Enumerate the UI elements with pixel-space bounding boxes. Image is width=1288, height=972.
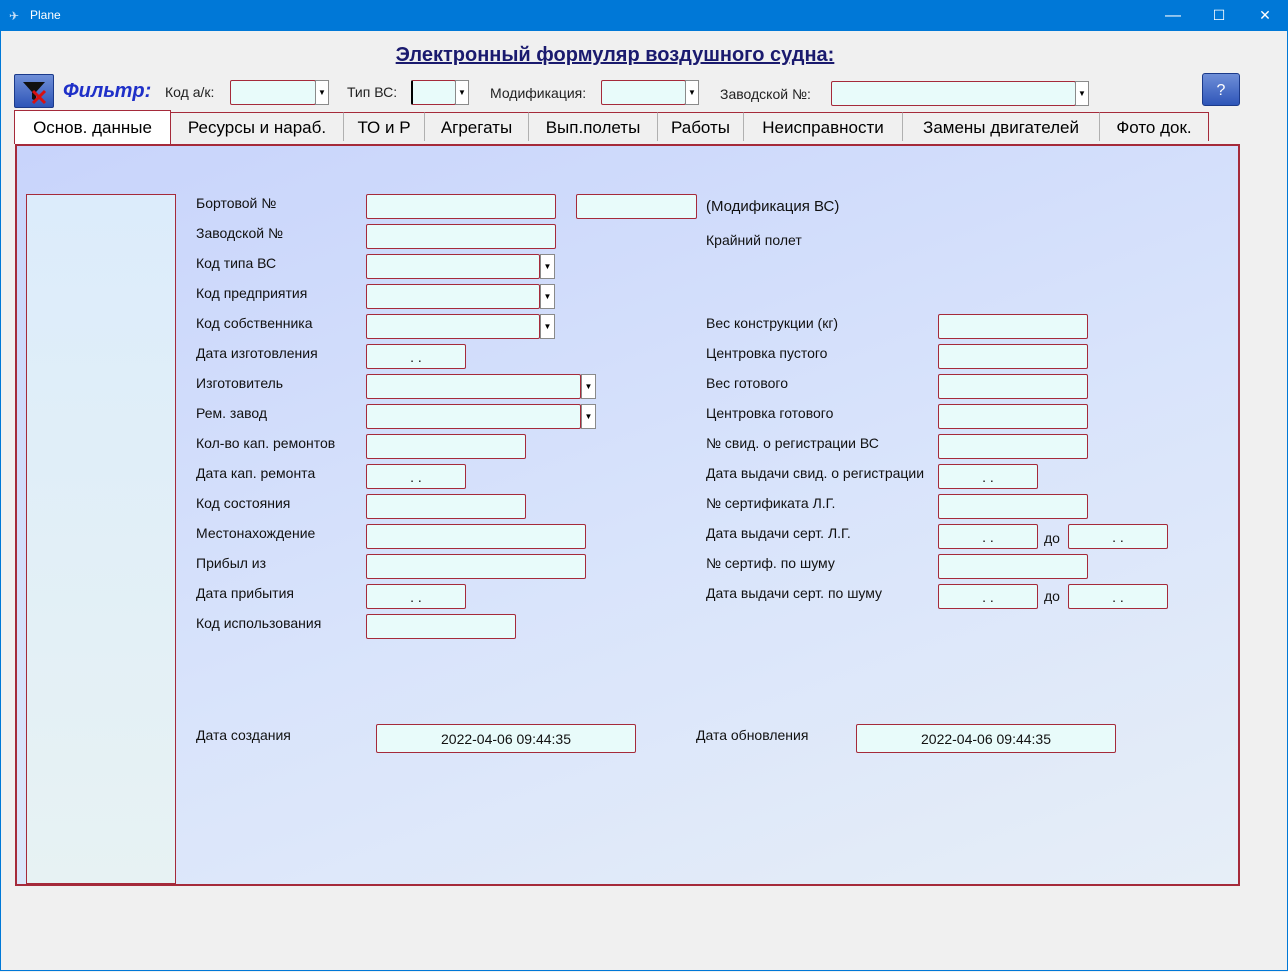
arrived-from-label: Прибыл из — [196, 555, 267, 571]
usage-code-input[interactable] — [366, 614, 516, 639]
type-code-combo[interactable] — [366, 254, 540, 279]
reg-cert-date-input[interactable]: . . — [938, 464, 1038, 489]
tab-engine-replacements[interactable]: Замены двигателей — [903, 112, 1100, 141]
manufacturer-combo[interactable] — [366, 374, 581, 399]
filter-button[interactable] — [14, 74, 54, 108]
repair-plant-combo[interactable] — [366, 404, 581, 429]
empty-cg-input[interactable] — [938, 344, 1088, 369]
modification-combo[interactable] — [601, 80, 686, 105]
filter-clear-icon — [15, 75, 53, 107]
noise-to-label: до — [1044, 588, 1060, 604]
tab-works[interactable]: Работы — [658, 112, 744, 141]
reg-cert-date-label: Дата выдачи свид. о регистрации — [706, 465, 925, 481]
arrived-from-input[interactable] — [366, 554, 586, 579]
modification-caption: (Модификация ВС) — [706, 198, 840, 215]
modification-dropdown-arrow-icon[interactable]: ▼ — [685, 80, 699, 105]
left-list-box[interactable] — [26, 194, 176, 884]
window-title: Plane — [30, 8, 61, 22]
noise-cert-number-input[interactable] — [938, 554, 1088, 579]
structure-weight-input[interactable] — [938, 314, 1088, 339]
tab-flights[interactable]: Вып.полеты — [529, 112, 658, 141]
arrival-date-label: Дата прибытия — [196, 585, 294, 601]
empty-cg-label: Центровка пустого — [706, 345, 828, 361]
created-date-label: Дата создания — [196, 727, 291, 743]
updated-date-field: 2022-04-06 09:44:35 — [856, 724, 1116, 753]
filter-label: Фильтр: — [63, 80, 152, 102]
airworthiness-cert-date-label: Дата выдачи серт. Л.Г. — [706, 525, 851, 541]
ready-cg-label: Центровка готового — [706, 405, 834, 421]
maximize-button[interactable]: ☐ — [1212, 7, 1226, 23]
noise-cert-number-label: № сертиф. по шуму — [706, 555, 835, 571]
last-flight-label: Крайний полет — [706, 232, 802, 248]
aircraft-type-label: Тип ВС: — [347, 84, 398, 100]
overhaul-count-input[interactable] — [366, 434, 526, 459]
state-code-input[interactable] — [366, 494, 526, 519]
manufacturer-label: Изготовитель — [196, 375, 284, 391]
reg-cert-number-input[interactable] — [938, 434, 1088, 459]
manufacture-date-input[interactable]: . . — [366, 344, 466, 369]
airworthiness-cert-date-to[interactable]: . . — [1068, 524, 1168, 549]
reg-cert-number-label: № свид. о регистрации ВС — [706, 435, 879, 451]
repair-plant-label: Рем. завод — [196, 405, 268, 421]
ready-weight-label: Вес готового — [706, 375, 788, 391]
airline-code-label: Код а/к: — [165, 84, 215, 100]
minimize-button[interactable]: — — [1165, 7, 1181, 24]
ready-cg-input[interactable] — [938, 404, 1088, 429]
tab-main-data[interactable]: Основ. данные — [14, 110, 171, 144]
overhaul-date-label: Дата кап. ремонта — [196, 465, 316, 481]
serial-number-input[interactable] — [366, 224, 556, 249]
owner-code-label: Код собственника — [196, 315, 313, 331]
serial-number-combo[interactable] — [831, 81, 1076, 106]
serial-number-field-label: Заводской № — [196, 225, 283, 241]
manufacture-date-label: Дата изготовления — [196, 345, 318, 361]
usage-code-label: Код использования — [196, 615, 322, 631]
repair-plant-dropdown-arrow-icon[interactable]: ▼ — [581, 404, 596, 429]
plane-app-icon: ✈ — [9, 9, 20, 23]
airworthiness-cert-number-label: № сертификата Л.Г. — [706, 495, 836, 511]
type-code-label: Код типа ВС — [196, 255, 277, 271]
ready-weight-input[interactable] — [938, 374, 1088, 399]
updated-date-label: Дата обновления — [696, 727, 809, 743]
serial-number-dropdown-arrow-icon[interactable]: ▼ — [1075, 81, 1089, 106]
overhaul-date-input[interactable]: . . — [366, 464, 466, 489]
type-code-dropdown-arrow-icon[interactable]: ▼ — [540, 254, 555, 279]
location-label: Местонахождение — [196, 525, 316, 541]
form-heading: Электронный формуляр воздушного судна: — [395, 44, 835, 66]
noise-cert-date-from[interactable]: . . — [938, 584, 1038, 609]
tab-defects[interactable]: Неисправности — [744, 112, 903, 141]
airworthiness-cert-number-input[interactable] — [938, 494, 1088, 519]
help-button[interactable]: ? — [1202, 73, 1240, 106]
airline-code-combo[interactable] — [230, 80, 316, 105]
manufacturer-dropdown-arrow-icon[interactable]: ▼ — [581, 374, 596, 399]
state-code-label: Код состояния — [196, 495, 291, 511]
aircraft-type-combo[interactable] — [411, 80, 456, 105]
title-bar — [0, 0, 1288, 31]
serial-number-label: Заводской №: — [720, 86, 811, 102]
location-input[interactable] — [366, 524, 586, 549]
modification-input[interactable] — [576, 194, 697, 219]
tab-maintenance[interactable]: ТО и Р — [344, 112, 425, 141]
board-number-input[interactable] — [366, 194, 556, 219]
noise-cert-date-label: Дата выдачи серт. по шуму — [706, 585, 883, 601]
airline-code-dropdown-arrow-icon[interactable]: ▼ — [315, 80, 329, 105]
owner-code-combo[interactable] — [366, 314, 540, 339]
tab-resources[interactable]: Ресурсы и нараб. — [171, 112, 344, 141]
board-number-label: Бортовой № — [196, 195, 277, 211]
aircraft-type-dropdown-arrow-icon[interactable]: ▼ — [455, 80, 469, 105]
enterprise-code-combo[interactable] — [366, 284, 540, 309]
close-button[interactable]: ✕ — [1259, 7, 1271, 23]
created-date-field: 2022-04-06 09:44:35 — [376, 724, 636, 753]
overhaul-count-label: Кол-во кап. ремонтов — [196, 435, 336, 451]
airworthiness-cert-date-from[interactable]: . . — [938, 524, 1038, 549]
tab-photo-docs[interactable]: Фото док. — [1100, 112, 1209, 141]
noise-cert-date-to[interactable]: . . — [1068, 584, 1168, 609]
enterprise-code-dropdown-arrow-icon[interactable]: ▼ — [540, 284, 555, 309]
airworthiness-to-label: до — [1044, 530, 1060, 546]
owner-code-dropdown-arrow-icon[interactable]: ▼ — [540, 314, 555, 339]
enterprise-code-label: Код предприятия — [196, 285, 308, 301]
structure-weight-label: Вес конструкции (кг) — [706, 315, 839, 331]
modification-label: Модификация: — [490, 85, 587, 101]
arrival-date-input[interactable]: . . — [366, 584, 466, 609]
tab-units[interactable]: Агрегаты — [425, 112, 529, 141]
